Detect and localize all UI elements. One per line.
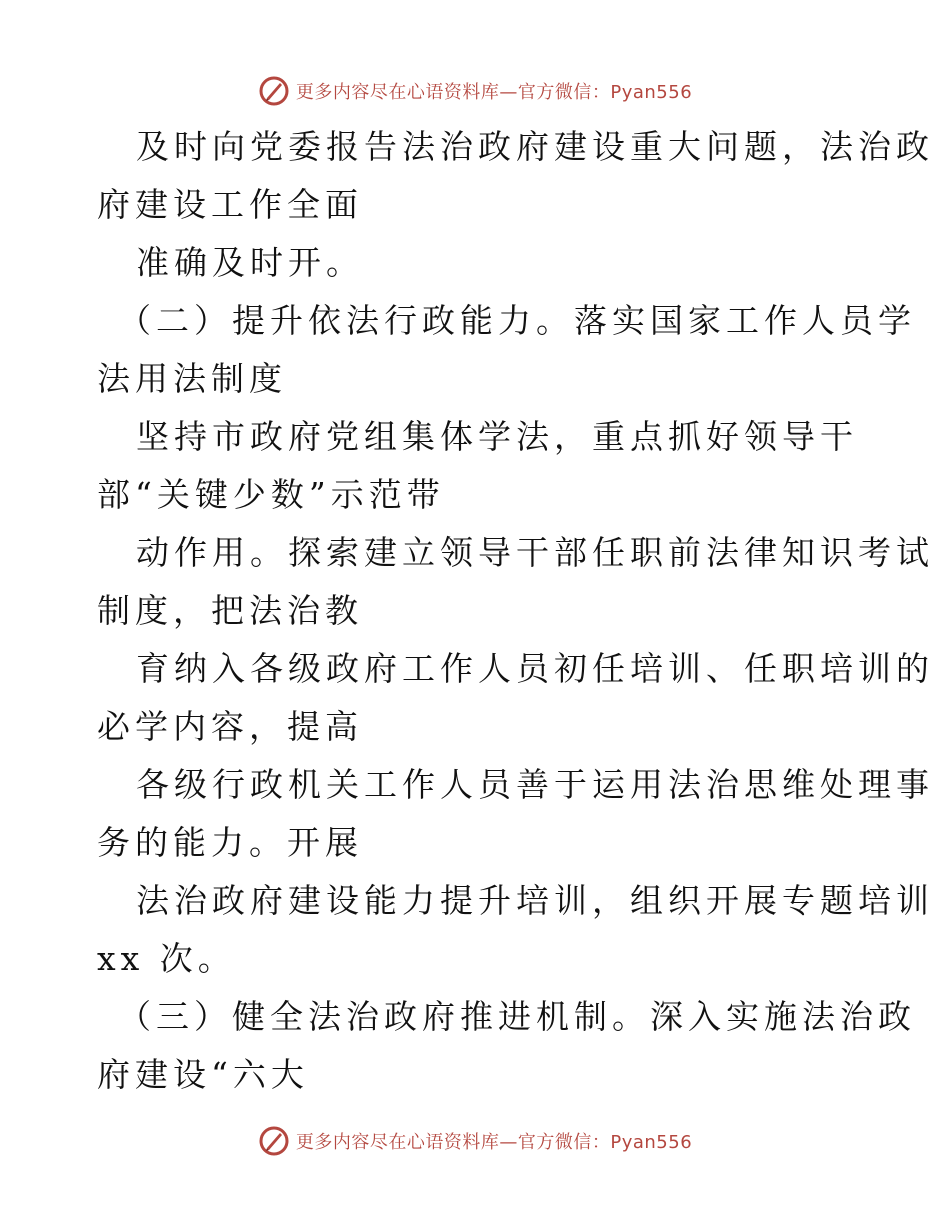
header-watermark [0, 71, 950, 111]
body-line-16: （三）健全法治政府推进机制。深入实施法治政 [118, 997, 916, 1036]
body-line-17: 府建设“六大 [97, 1055, 309, 1094]
watermark-text: 更多内容尽在心语资料库—官方微信：Pyan556 [295, 82, 693, 103]
quill-logo-icon [258, 75, 290, 107]
body-line-5: 法用法制度 [97, 359, 287, 398]
quill-logo-icon [258, 1125, 290, 1157]
body-line-12: 各级行政机关工作人员善于运用法治思维处理事 [136, 765, 934, 804]
body-line-15: xx 次。 [97, 939, 236, 978]
body-line-7: 部“关键少数”示范带 [97, 475, 445, 514]
footer-watermark [0, 1121, 950, 1161]
watermark-text: 更多内容尽在心语资料库—官方微信：Pyan556 [295, 1132, 693, 1153]
body-line-6: 坚持市政府党组集体学法，重点抓好领导干 [136, 417, 858, 456]
body-line-13: 务的能力。开展 [97, 823, 363, 862]
body-line-11: 必学内容，提高 [97, 707, 363, 746]
body-line-2: 府建设工作全面 [97, 185, 363, 224]
body-line-10: 育纳入各级政府工作人员初任培训、任职培训的 [136, 649, 934, 688]
body-line-14: 法治政府建设能力提升培训，组织开展专题培训 [136, 881, 934, 920]
body-line-8: 动作用。探索建立领导干部任职前法律知识考试 [136, 533, 934, 572]
body-line-3: 准确及时开。 [136, 243, 364, 282]
body-line-4: （二）提升依法行政能力。落实国家工作人员学 [118, 301, 916, 340]
body-line-1: 及时向党委报告法治政府建设重大问题，法治政 [136, 127, 934, 166]
body-line-9: 制度，把法治教 [97, 591, 363, 630]
